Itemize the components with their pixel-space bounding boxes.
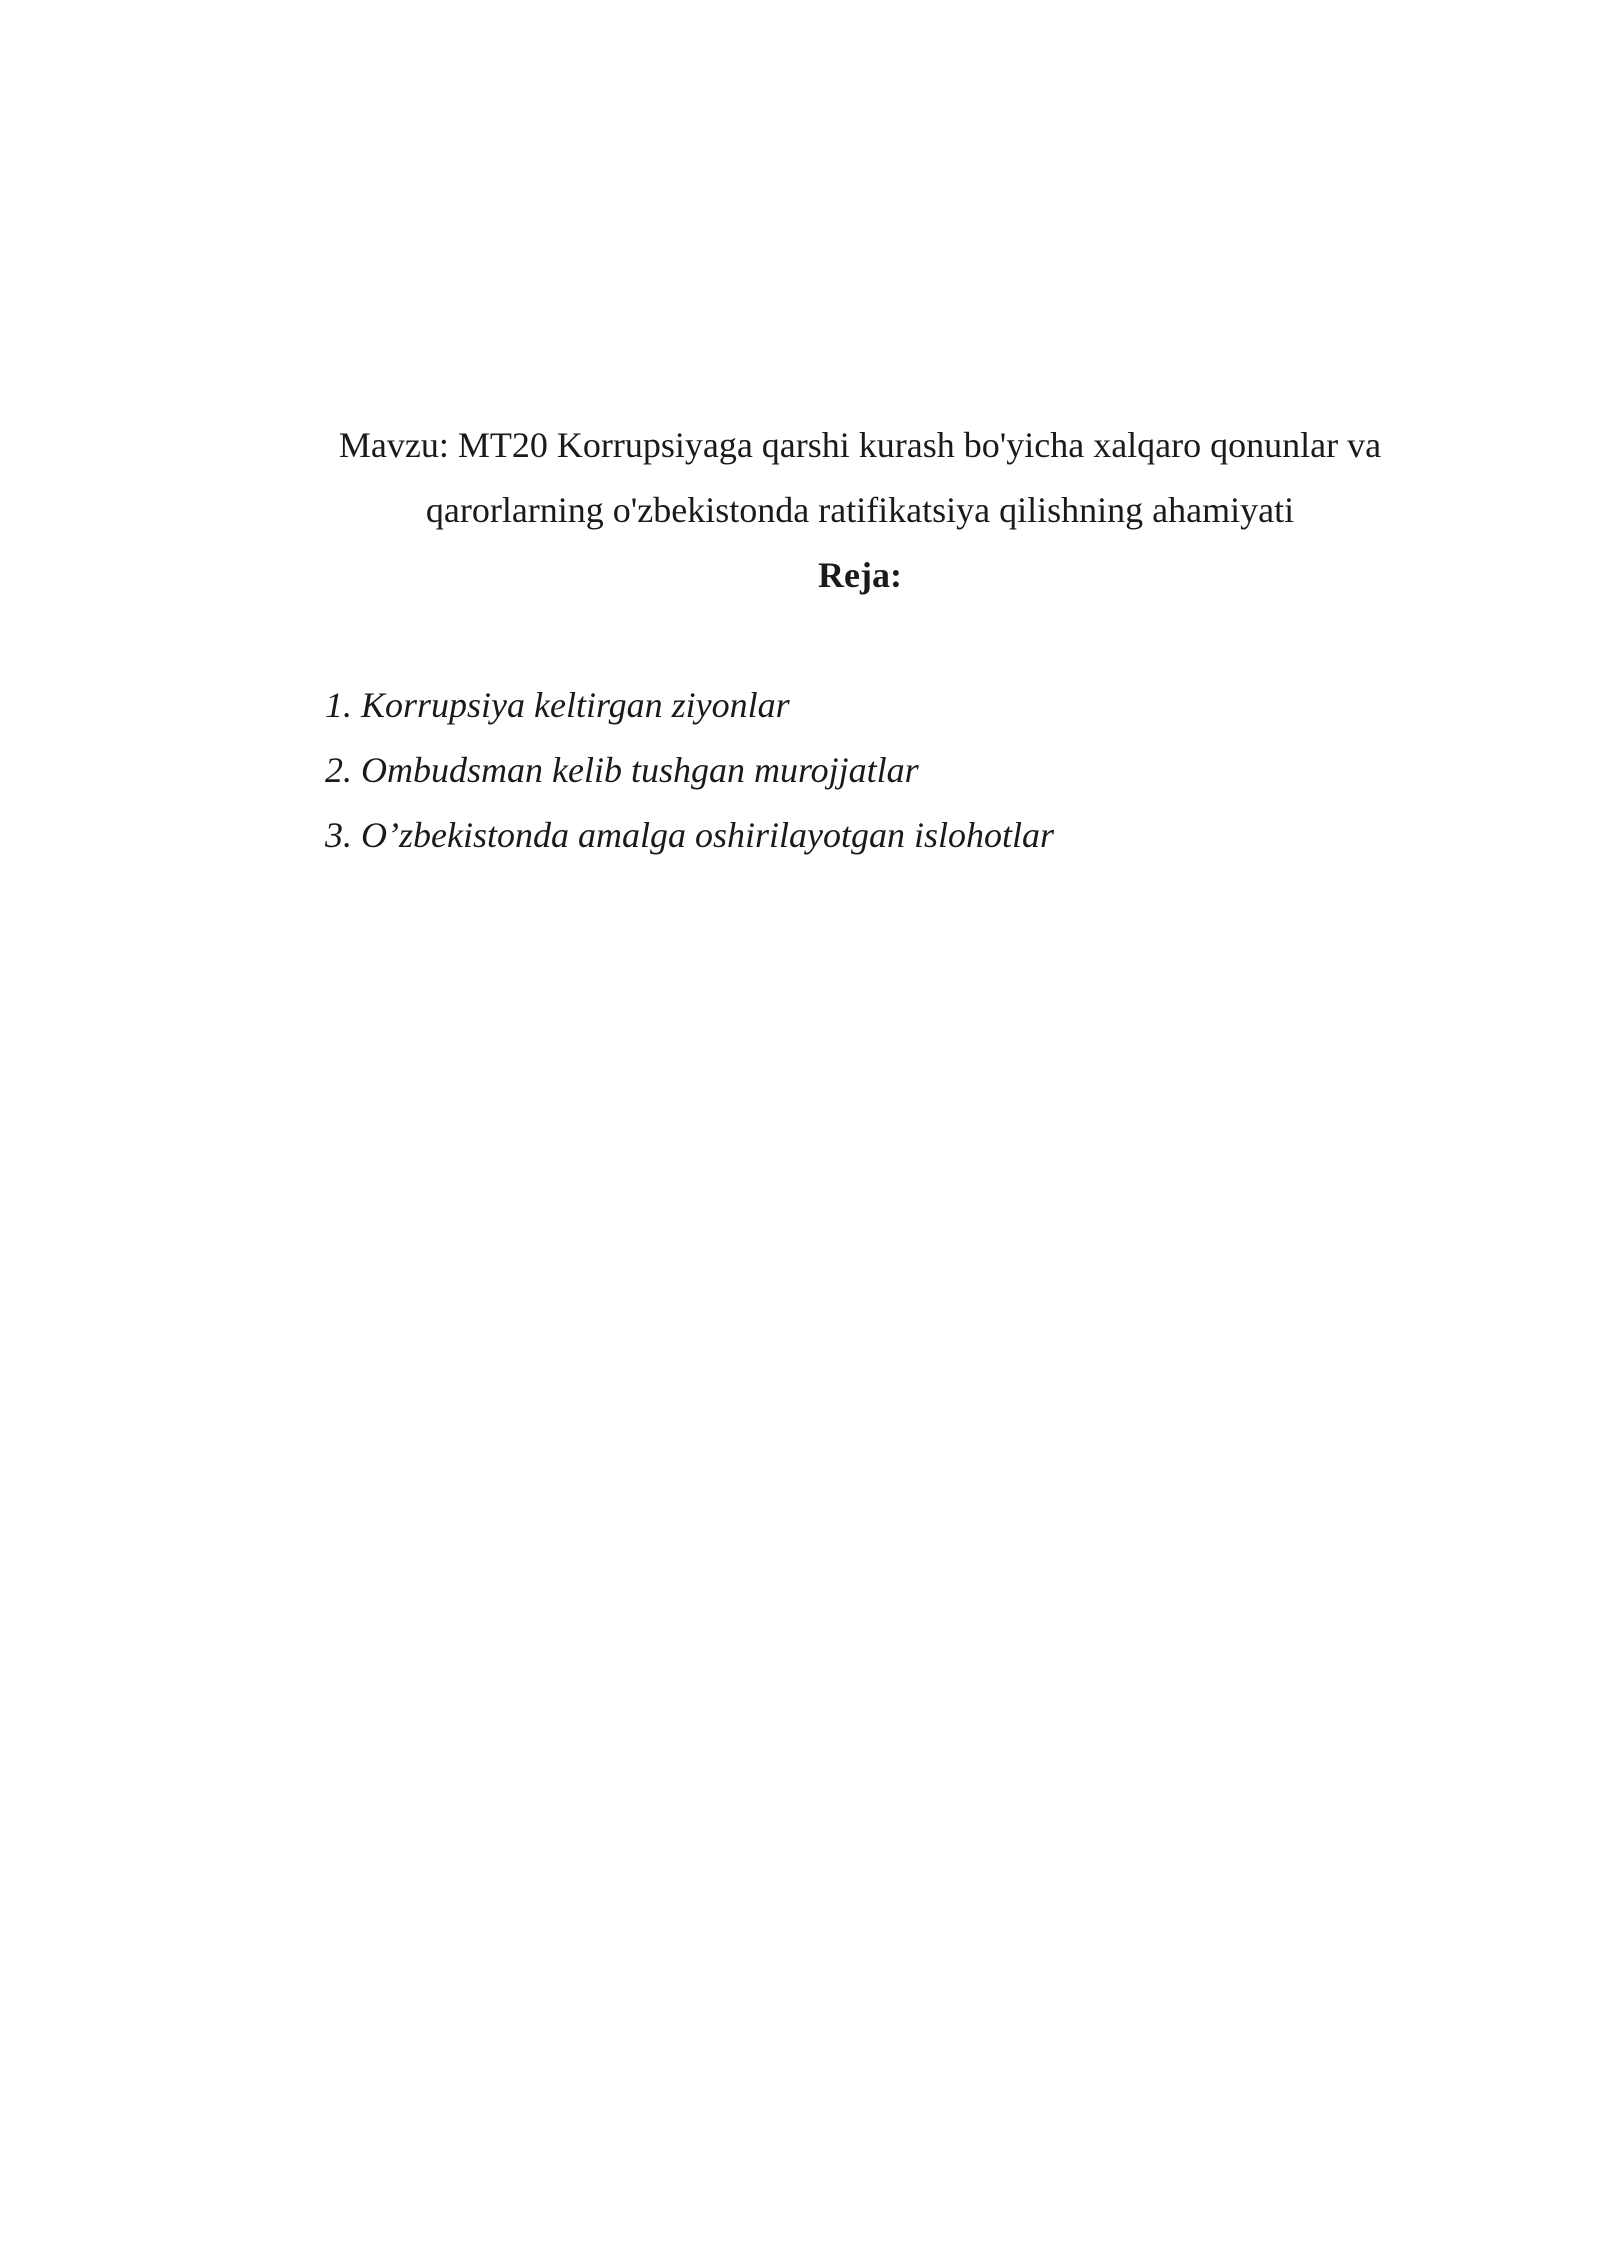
plan-item: 2. Ombudsman kelib tushgan murojjatlar	[325, 750, 919, 790]
topic-title-line-1: Mavzu: MT20 Korrupsiyaga qarshi kurash bo'yicha xalqaro qonunlar va	[338, 425, 1382, 465]
plan-heading: Reja:	[818, 555, 902, 595]
title-block	[300, 413, 1420, 608]
topic-title-line-2: qarorlarning o'zbekistonda ratifikatsiya qilishning ahamiyati	[425, 490, 1295, 530]
plan-item: 1. Korrupsiya keltirgan ziyonlar	[325, 685, 790, 725]
plan-item: 3. O’zbekistonda amalga oshirilayotgan islohotlar	[325, 815, 1054, 855]
plan-list	[325, 673, 1054, 868]
